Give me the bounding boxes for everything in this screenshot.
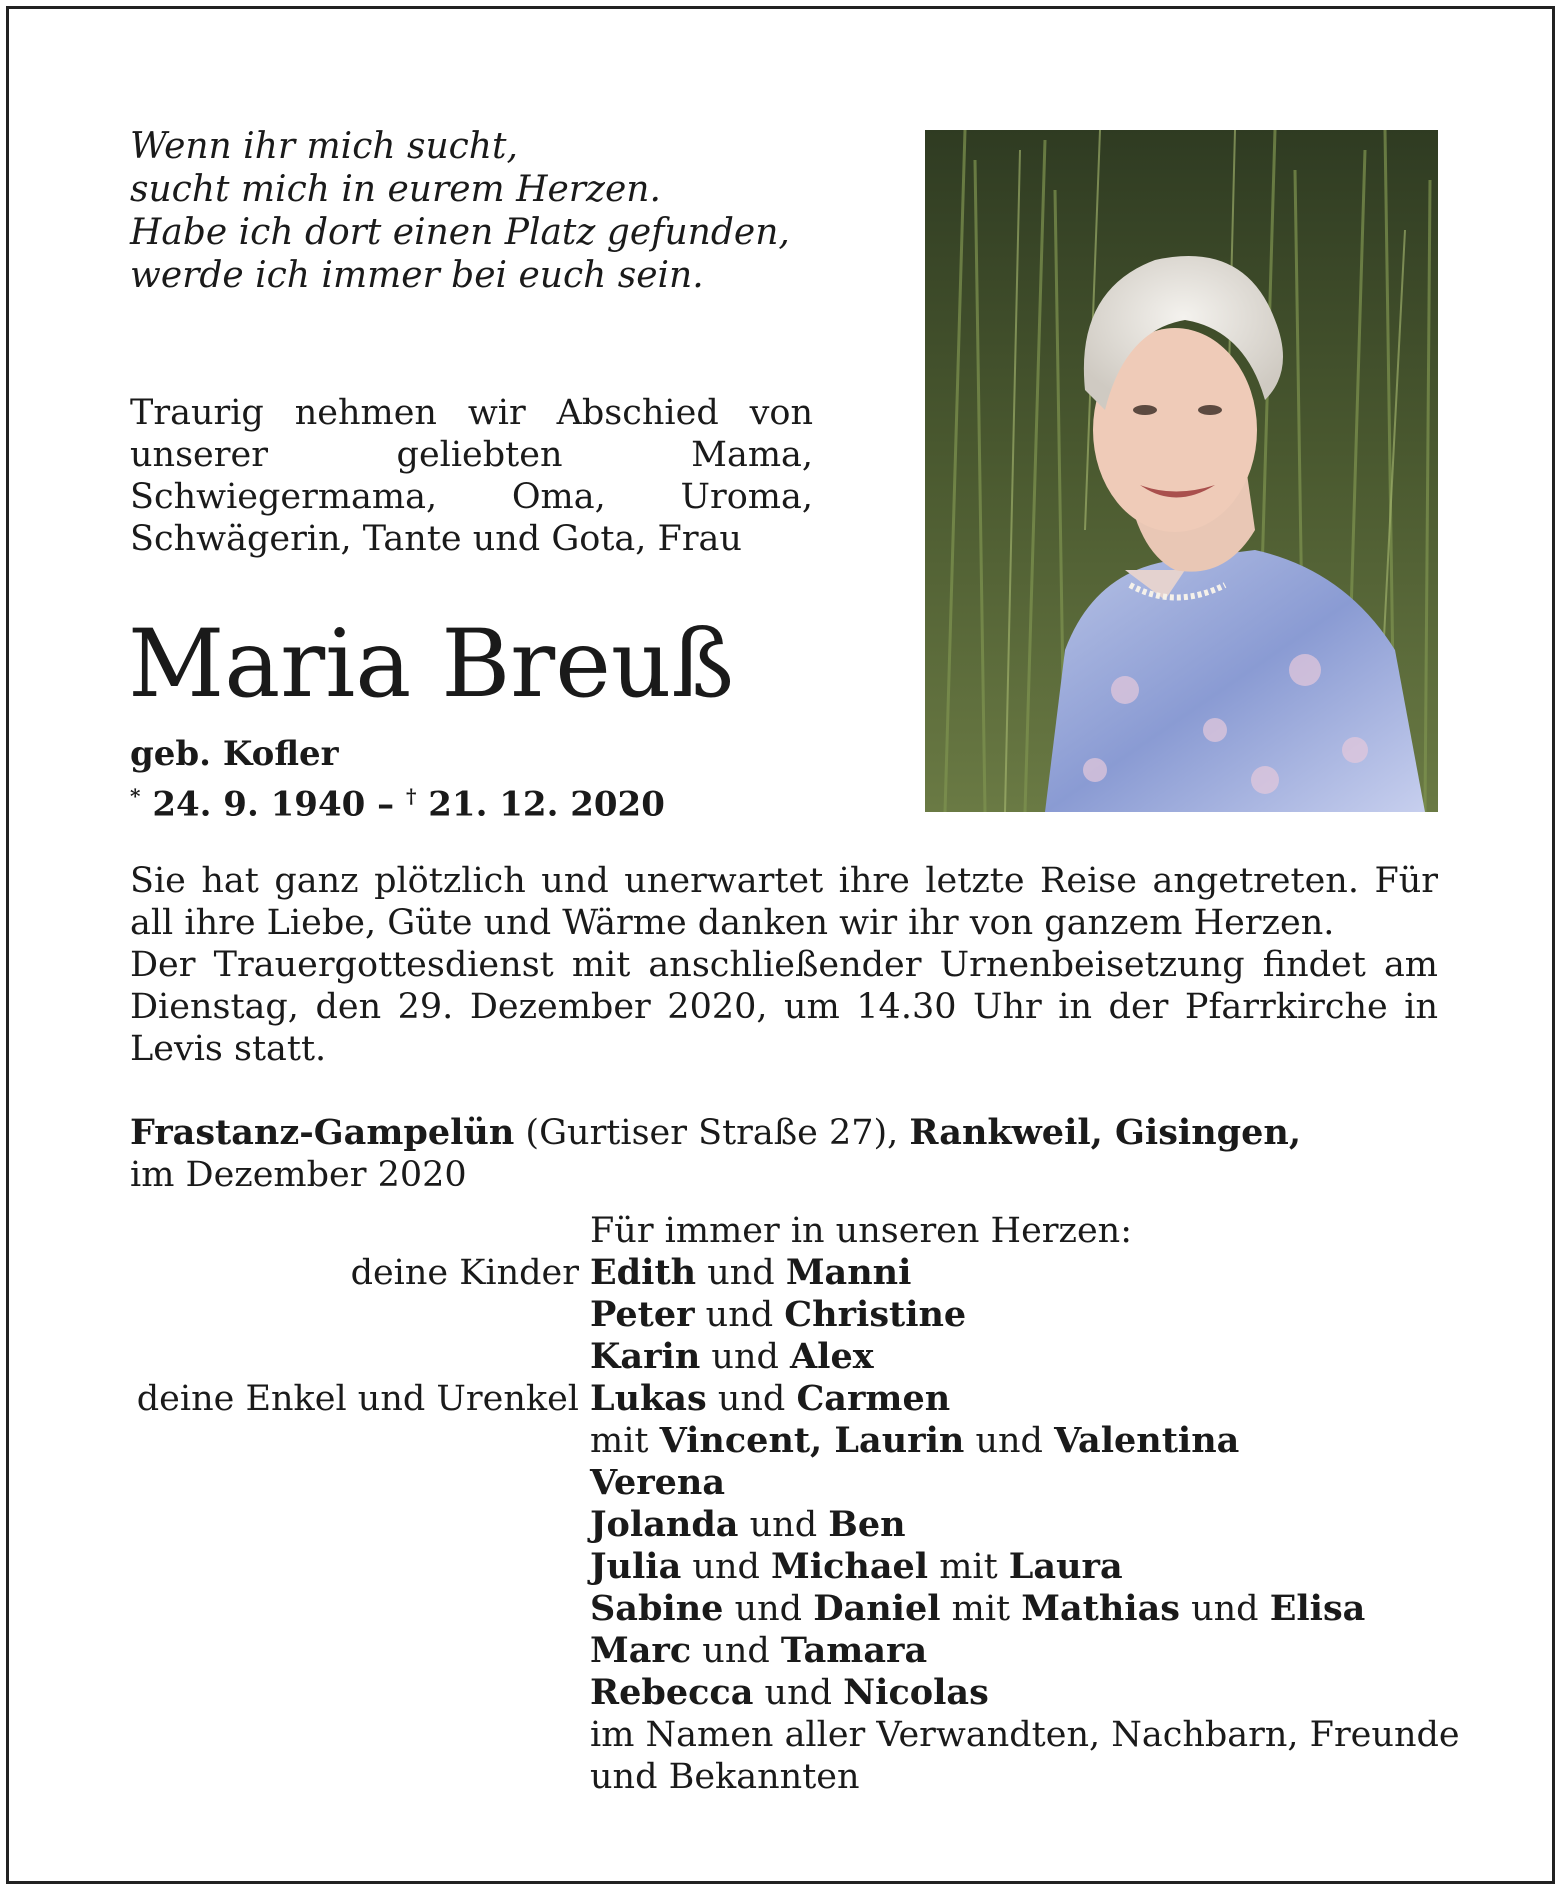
connector: und [1179,1589,1270,1629]
life-dates [130,775,665,825]
deceased-name: Maria Breuß [128,610,735,719]
poem-line: sucht mich in eurem Herzen. [130,169,661,210]
person-name: Carmen [796,1378,951,1419]
family-row [0,1588,1567,1630]
closing-line-2: und Bekannten [590,1757,860,1797]
family-row [0,1672,1567,1714]
connector: und [681,1547,772,1587]
closing-row [0,1756,1567,1798]
person-name: Christine [784,1294,967,1335]
family-entry [590,1672,989,1714]
person-name: Michael [771,1546,929,1587]
person-name: Manni [785,1252,912,1293]
family-entry [590,1336,874,1378]
maiden-name: geb. Kofler [130,734,339,774]
person-name: Sabine [590,1588,724,1629]
family-entry [590,1420,1239,1462]
person-name: Marc [590,1630,692,1671]
death-mark: † [405,784,417,808]
closing-line-1: im Namen aller Verwandten, Nachbarn, Freunde [590,1715,1460,1755]
town-1: Frastanz-Gampelün [130,1112,515,1153]
place-line [130,1112,1440,1154]
person-name: Nicolas [843,1672,989,1713]
family-row [0,1420,1567,1462]
person-name: Vincent, Laurin [659,1420,965,1461]
person-name: Rebecca [590,1672,754,1713]
date-dash: – [365,784,406,825]
connector: mit [940,1589,1022,1629]
kinder-label: deine Kinder [350,1253,579,1293]
person-name: Elisa [1269,1588,1366,1629]
connector: und [738,1505,829,1545]
person-name: Mathias [1021,1588,1180,1629]
connector: mit [928,1547,1009,1587]
poem-line: Habe ich dort einen Platz gefunden, [130,212,790,253]
enkel-label: deine Enkel und Urenkel [136,1379,579,1419]
person-name: Valentina [1054,1420,1240,1461]
family-row [0,1504,1567,1546]
family-row [0,1294,1567,1336]
person-name: Edith [590,1252,697,1293]
family-row [0,1546,1567,1588]
connector: und [700,1337,791,1377]
connector: und [753,1673,844,1713]
intro-text: Traurig nehmen wir Abschied von unserer geliebten Mama, Schwiegermama, Oma, Uroma, Schwägerin, Tante und Gota, Frau [130,393,813,559]
death-date: 21. 12. 2020 [428,784,665,825]
notice-paragraph-2: Der Trauergottesdienst mit anschließender Urnenbeisetzung findet am Dienstag, den 29. Dezember 2020, um 14.30 Uhr in der Pfarrkirche in Levis statt. [130,945,1438,1069]
person-name: Ben [828,1504,906,1545]
family-row [0,1252,1567,1294]
connector: mit [590,1421,660,1461]
person-name: Julia [590,1546,682,1587]
person-name: Tamara [780,1630,928,1671]
closing-row [0,1714,1567,1756]
connector: und [964,1421,1055,1461]
person-name: Peter [590,1294,695,1335]
family-entry [590,1630,927,1672]
family-header: Für immer in unseren Herzen: [590,1211,1133,1251]
family-entry [590,1378,950,1420]
connector: und [691,1631,781,1671]
family-entry [590,1504,906,1546]
family-row [0,1630,1567,1672]
family-row [0,1462,1567,1504]
family-header-row [0,1210,1567,1252]
birth-date: 24. 9. 1940 [152,784,366,825]
poem [130,125,790,297]
notice-text [130,860,1438,1070]
person-name: Alex [790,1336,874,1377]
connector: und [723,1589,814,1629]
person-name: Verena [590,1462,726,1503]
family-entry [590,1588,1365,1630]
family-entry [590,1462,725,1504]
address: (Gurtiser Straße 27), [514,1113,910,1153]
poem-line: Wenn ihr mich sucht, [130,126,518,167]
connector: und [694,1295,785,1335]
notice-paragraph-1: Sie hat ganz plötzlich und unerwartet ihre letzte Reise angetreten. Für all ihre Liebe, Güte und Wärme danken wir ihr von ganzem Herzen. [130,861,1438,943]
person-name: Daniel [813,1588,941,1629]
person-name: Laura [1008,1546,1123,1587]
birth-mark: * [130,784,141,808]
person-name: Jolanda [590,1504,739,1545]
poem-line: werde ich immer bei euch sein. [130,255,704,296]
family-entry [590,1252,911,1294]
town-2: Rankweil, Gisingen, [909,1112,1302,1153]
family-entry [590,1546,1123,1588]
place-date [130,1112,1440,1196]
family-row [0,1336,1567,1378]
person-name: Karin [590,1336,701,1377]
person-name: Lukas [590,1378,707,1419]
date-line: im Dezember 2020 [130,1155,467,1195]
portrait-photo [925,130,1438,812]
family-row [0,1378,1567,1420]
connector: und [706,1379,797,1419]
connector: und [696,1253,786,1293]
family-entry [590,1294,966,1336]
